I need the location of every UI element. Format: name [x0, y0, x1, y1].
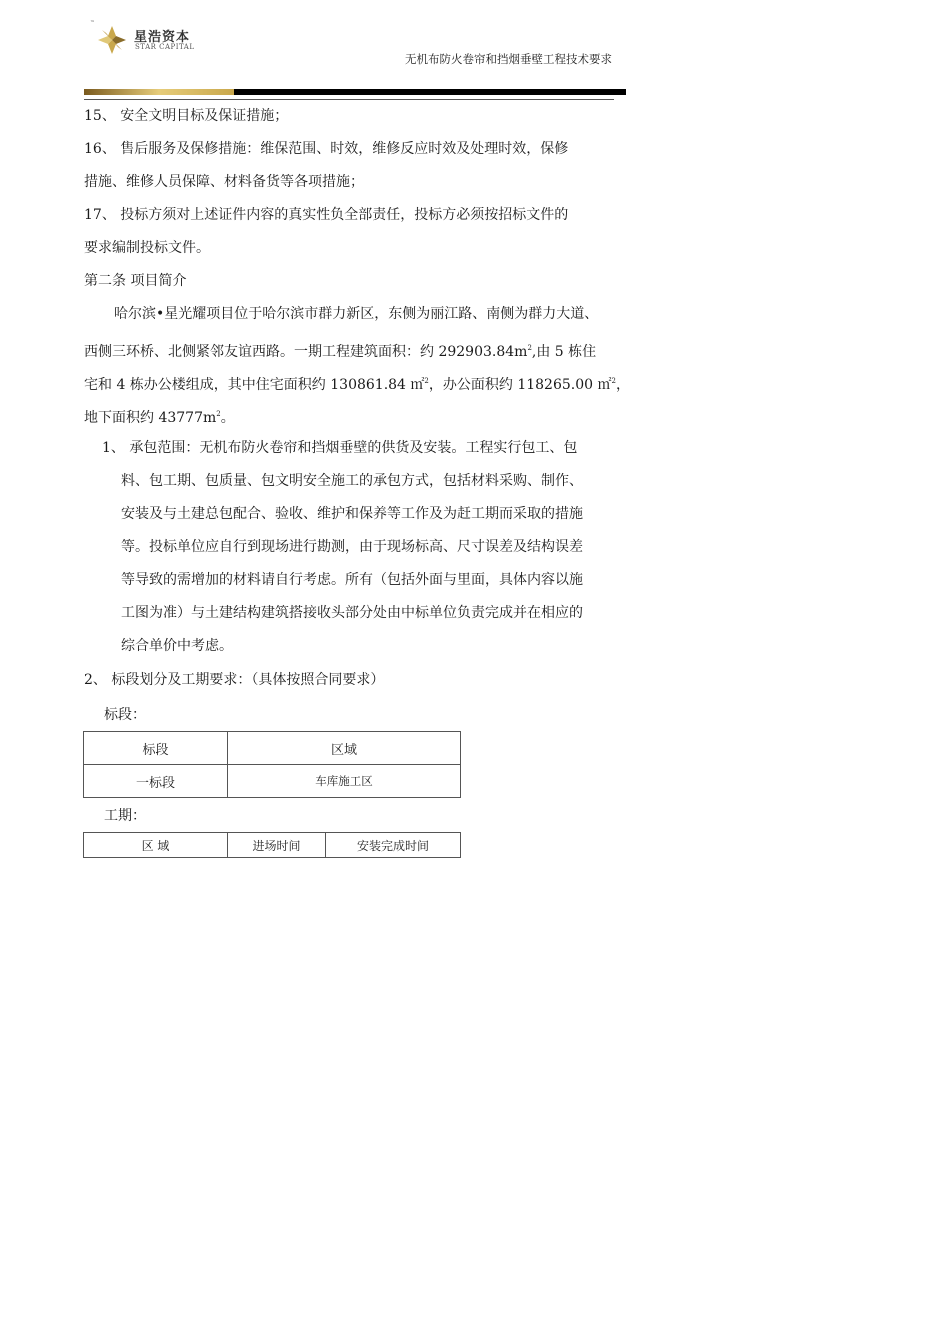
table-header-cell: 进场时间 [228, 833, 326, 858]
table-header-row [84, 732, 461, 765]
trademark-mark: ™ [90, 20, 95, 26]
item-15: 15、 安全文明目标及保证措施； [84, 108, 289, 124]
table-header-cell: 安装完成时间 [326, 833, 461, 858]
table-header-cell: 标段 [84, 732, 228, 765]
table-row [84, 765, 461, 798]
section-heading: 第二条 项目简介 [84, 273, 187, 289]
tender-section-table [83, 731, 461, 798]
header-gradient-bar [84, 89, 626, 95]
logo-english-name: STAR CAPITAL [135, 43, 195, 51]
company-logo [90, 20, 200, 60]
table-cell: 车库施工区 [228, 765, 461, 798]
table-header-row [84, 833, 461, 858]
project-intro-line-1: 哈尔滨•星光耀项目位于哈尔滨市群力新区，东侧为丽江路、南侧为群力大道、 [114, 306, 599, 322]
project-intro-line-2: 西侧三环桥、北侧紧邻友谊西路。一期工程建筑面积：约 $292903.84m^2$,由 5 栋住 [84, 344, 597, 360]
section-label-schedule: 工期： [104, 808, 146, 824]
item-2-heading: 2、 标段划分及工期要求：（具体按照合同要求） [84, 672, 385, 688]
item-17-cont: 要求编制投标文件。 [84, 240, 210, 256]
header-rule [84, 99, 614, 100]
table-header-cell: 区域 [228, 732, 461, 765]
scope-line-5: 等导致的需增加的材料请自行考虑。所有（包括外面与里面，具体内容以施 [121, 572, 583, 588]
item-16-cont: 措施、维修人员保障、材料备货等各项措施； [84, 174, 364, 190]
scope-item-1: 1、 承包范围：无机布防火卷帘和挡烟垂壁的供货及安装。工程实行包工、包 [102, 440, 578, 456]
project-intro-line-4: 地下面积约 $43777m^2$。 [84, 410, 235, 426]
scope-line-3: 安装及与土建总包配合、验收、维护和保养等工作及为赶工期而采取的措施 [121, 506, 583, 522]
table-cell: 一标段 [84, 765, 228, 798]
logo-chinese-name: 星浩资本 [134, 30, 191, 45]
scope-line-6: 工图为准）与土建结构建筑搭接收头部分处由中标单位负责完成并在相应的 [121, 605, 583, 621]
star-logo-icon [96, 24, 128, 56]
scope-line-4: 等。投标单位应自行到现场进行勘测，由于现场标高、尺寸误差及结构误差 [121, 539, 583, 555]
section-label-tender: 标段： [104, 707, 146, 723]
document-header-title: 无机布防火卷帘和挡烟垂壁工程技术要求 [405, 52, 612, 66]
table-header-cell: 区 域 [84, 833, 228, 858]
scope-line-2: 料、包工期、包质量、包文明安全施工的承包方式，包括材料采购、制作、 [121, 473, 583, 489]
item-17: 17、 投标方须对上述证件内容的真实性负全部责任，投标方必须按招标文件的 [84, 207, 569, 223]
schedule-table [83, 832, 461, 858]
scope-line-7: 综合单价中考虑。 [121, 638, 233, 654]
project-intro-line-3: 宅和 4 栋办公楼组成，其中住宅面积约 130861.84 ㎡$^2$，办公面积约 118265.00 ㎡$^2$， [84, 377, 630, 393]
item-16: 16、 售后服务及保修措施：维保范围、时效，维修反应时效及处理时效，保修 [84, 141, 569, 157]
